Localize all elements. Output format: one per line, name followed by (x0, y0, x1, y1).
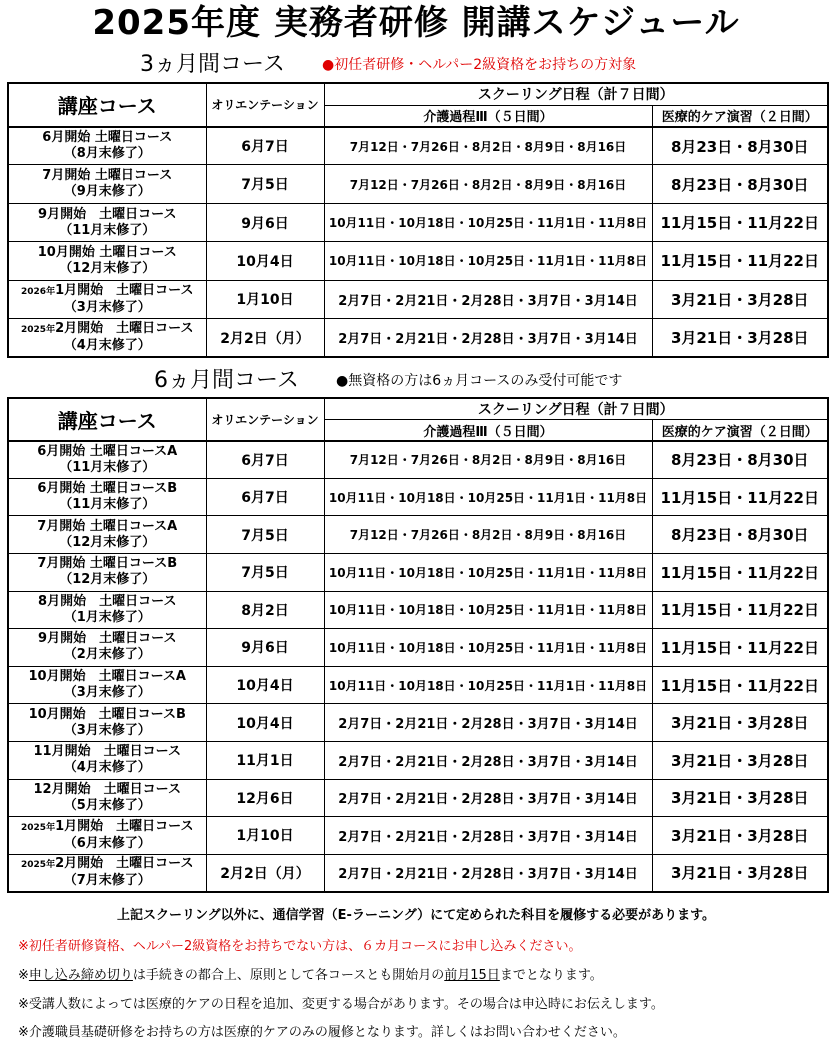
orientation-date: 9月6日 (206, 203, 324, 241)
course-end: （1月末修了） (63, 609, 151, 625)
footer-note-2-end: までとなります。 (499, 968, 603, 983)
iryo-dates: 3月21日・3月28日 (652, 741, 828, 779)
course-end: （11月末修了） (59, 459, 156, 475)
schedule-table-3month (7, 82, 829, 358)
course-name-cell (8, 704, 206, 742)
orientation-date: 6月7日 (206, 127, 324, 165)
course-name-cell (8, 280, 206, 318)
kaigo-dates: 7月12日・7月26日・8月2日・8月9日・8月16日 (324, 441, 652, 479)
course-name (9, 207, 206, 223)
iryo-dates: 3月21日・3月28日 (652, 280, 828, 318)
footer-note-4: ※介護職員基礎研修をお持ちの方は医療的ケアのみの履修となります。詳しくはお問い合わせください。 (18, 1025, 626, 1040)
course-year-prefix: 2025年 (21, 325, 56, 336)
course-name-cell (8, 242, 206, 280)
course-row (8, 704, 828, 742)
course-name-text: 6月開始 土曜日コースA (37, 443, 178, 459)
course-row (8, 779, 828, 817)
footer-note-2-deadline: 申し込み締め切り (28, 968, 133, 983)
course-name-text: 12月開始 土曜日コース (33, 781, 181, 797)
iryo-dates: 11月15日・11月22日 (652, 203, 828, 241)
course-row (8, 817, 828, 855)
header-course: 講座コース (8, 398, 206, 441)
course-end: （2月末修了） (63, 647, 151, 663)
course-end: （12月末修了） (59, 534, 156, 550)
header-orientation: オリエンテーション (206, 398, 324, 441)
kaigo-dates: 2月7日・2月21日・2月28日・3月7日・3月14日 (324, 817, 652, 855)
kaigo-dates: 7月12日・7月26日・8月2日・8月9日・8月16日 (324, 516, 652, 554)
course-end: （5月末修了） (63, 797, 151, 813)
course-name-cell (8, 591, 206, 629)
kaigo-dates: 10月11日・10月18日・10月25日・11月1日・11月8日 (324, 591, 652, 629)
kaigo-dates: 10月11日・10月18日・10月25日・11月1日・11月8日 (324, 242, 652, 280)
course-name-text: 8月開始 土曜日コース (38, 593, 177, 609)
iryo-dates: 11月15日・11月22日 (652, 478, 828, 516)
course-end: （3月末修了） (63, 722, 151, 738)
course-end: （4月末修了） (63, 338, 151, 354)
iryo-dates: 3月21日・3月28日 (652, 817, 828, 855)
iryo-dates: 11月15日・11月22日 (652, 629, 828, 667)
page-title: 2025年度 実務者研修 開講スケジュール (92, 3, 740, 43)
iryo-dates: 3月21日・3月28日 (652, 319, 828, 357)
course-name (9, 744, 206, 760)
course-row (8, 127, 828, 165)
course-year-prefix: 2026年 (21, 286, 56, 297)
orientation-date: 2月2日（月） (206, 319, 324, 357)
course-year-prefix: 2025年 (21, 822, 56, 833)
orientation-date: 10月4日 (206, 242, 324, 280)
course-row (8, 280, 828, 318)
course-name-cell (8, 629, 206, 667)
footer-note-2 (18, 964, 603, 983)
course-name (9, 669, 206, 685)
course-name (9, 856, 206, 873)
course-name-cell (8, 319, 206, 357)
course-year-prefix: 2025年 (21, 860, 56, 871)
section-6month-header (0, 367, 832, 395)
course-row (8, 629, 828, 667)
course-end: （11月末修了） (59, 497, 156, 513)
orientation-date: 11月1日 (206, 741, 324, 779)
course-name-text: 2月開始 土曜日コース (55, 321, 194, 337)
course-name-cell (8, 478, 206, 516)
course-end: （4月末修了） (63, 760, 151, 776)
kaigo-dates: 2月7日・2月21日・2月28日・3月7日・3月14日 (324, 319, 652, 357)
course-name-text: 7月開始 土曜日コース (42, 168, 173, 184)
course-name (9, 631, 206, 647)
orientation-date: 7月5日 (206, 165, 324, 203)
kaigo-dates: 10月11日・10月18日・10月25日・11月1日・11月8日 (324, 629, 652, 667)
course-name-text: 7月開始 土曜日コースB (37, 556, 178, 572)
header-iryo: 医療的ケア演習（２日間） (652, 105, 828, 126)
course-name-text: 1月開始 土曜日コース (55, 282, 194, 298)
course-name-cell (8, 203, 206, 241)
section-6month-title: 6ヵ月間コース (154, 368, 299, 393)
course-name (9, 444, 206, 460)
kaigo-dates: 10月11日・10月18日・10月25日・11月1日・11月8日 (324, 666, 652, 704)
course-name (9, 519, 206, 535)
kaigo-dates: 2月7日・2月21日・2月28日・3月7日・3月14日 (324, 704, 652, 742)
course-name-cell (8, 165, 206, 203)
orientation-date: 12月6日 (206, 779, 324, 817)
kaigo-dates: 7月12日・7月26日・8月2日・8月9日・8月16日 (324, 165, 652, 203)
orientation-date: 6月7日 (206, 441, 324, 479)
orientation-date: 6月7日 (206, 478, 324, 516)
kaigo-dates: 7月12日・7月26日・8月2日・8月9日・8月16日 (324, 127, 652, 165)
course-row (8, 854, 828, 892)
orientation-date: 1月10日 (206, 817, 324, 855)
header-kaigo: 介護過程Ⅲ（５日間） (324, 105, 652, 126)
course-name (9, 321, 206, 338)
section-3month-title: 3ヵ月間コース (140, 52, 285, 77)
kaigo-dates: 2月7日・2月21日・2月28日・3月7日・3月14日 (324, 280, 652, 318)
course-name-cell (8, 666, 206, 704)
header-schooling: スクーリング日程（計７日間） (324, 83, 828, 105)
schedule-table-6month (7, 397, 829, 893)
orientation-date: 9月6日 (206, 629, 324, 667)
kaigo-dates: 10月11日・10月18日・10月25日・11月1日・11月8日 (324, 203, 652, 241)
course-name (9, 594, 206, 610)
course-end: （11月末修了） (59, 222, 156, 238)
course-row (8, 165, 828, 203)
course-name-text: 1月開始 土曜日コース (55, 818, 194, 834)
course-name-cell (8, 516, 206, 554)
course-row (8, 441, 828, 479)
course-name (9, 130, 206, 146)
course-name-text: 6月開始 土曜日コース (42, 130, 173, 146)
course-end: （3月末修了） (63, 685, 151, 701)
footer-note-2-date: 前月15日 (444, 968, 500, 983)
iryo-dates: 3月21日・3月28日 (652, 704, 828, 742)
orientation-date: 10月4日 (206, 666, 324, 704)
orientation-date: 2月2日（月） (206, 854, 324, 892)
course-name (9, 556, 206, 572)
iryo-dates: 11月15日・11月22日 (652, 242, 828, 280)
footer-note-1: ※初任者研修資格、ヘルパー2級資格をお持ちでない方は、６カ月コースにお申し込みください。 (18, 939, 582, 954)
kaigo-dates: 10月11日・10月18日・10月25日・11月1日・11月8日 (324, 553, 652, 591)
course-name (9, 819, 206, 836)
orientation-date: 7月5日 (206, 553, 324, 591)
kaigo-dates: 2月7日・2月21日・2月28日・3月7日・3月14日 (324, 741, 652, 779)
course-end: （7月末修了） (63, 873, 151, 889)
iryo-dates: 11月15日・11月22日 (652, 553, 828, 591)
course-name-cell (8, 741, 206, 779)
footer-note-2-mark: ※ (18, 968, 29, 983)
iryo-dates: 3月21日・3月28日 (652, 779, 828, 817)
course-name (9, 782, 206, 798)
footer-main-note: 上記スクーリング以外に、通信学習（E-ラーニング）にて定められた科目を履修する必要があります。 (116, 908, 716, 923)
course-name (9, 245, 206, 261)
course-end: （9月末修了） (63, 184, 151, 200)
course-name-text: 2月開始 土曜日コース (55, 856, 194, 872)
course-name (9, 481, 206, 497)
section-6month-note: ●無資格の方は6ヵ月コースのみ受付可能です (336, 373, 623, 389)
course-name-text: 7月開始 土曜日コースA (37, 518, 178, 534)
course-end: （12月末修了） (59, 260, 156, 276)
course-name-cell (8, 127, 206, 165)
orientation-date: 8月2日 (206, 591, 324, 629)
course-name-cell (8, 854, 206, 892)
course-end: （12月末修了） (59, 572, 156, 588)
course-row (8, 203, 828, 241)
course-name (9, 168, 206, 184)
course-name-text: 11月開始 土曜日コース (33, 744, 181, 760)
orientation-date: 10月4日 (206, 704, 324, 742)
iryo-dates: 8月23日・8月30日 (652, 441, 828, 479)
course-row (8, 591, 828, 629)
course-name-text: 9月開始 土曜日コース (38, 631, 177, 647)
header-kaigo: 介護過程Ⅲ（５日間） (324, 420, 652, 441)
course-name (9, 707, 206, 723)
course-row (8, 741, 828, 779)
kaigo-dates: 10月11日・10月18日・10月25日・11月1日・11月8日 (324, 478, 652, 516)
course-end: （6月末修了） (63, 835, 151, 851)
course-name-text: 10月開始 土曜日コース (37, 244, 177, 260)
iryo-dates: 8月23日・8月30日 (652, 165, 828, 203)
section-3month-header (0, 51, 832, 79)
iryo-dates: 11月15日・11月22日 (652, 591, 828, 629)
header-course: 講座コース (8, 83, 206, 127)
iryo-dates: 11月15日・11月22日 (652, 666, 828, 704)
iryo-dates: 8月23日・8月30日 (652, 516, 828, 554)
orientation-date: 7月5日 (206, 516, 324, 554)
course-row (8, 319, 828, 357)
footer-note-2-text: は手続きの都合上、原則として各コースとも開始月の (132, 968, 445, 983)
course-row (8, 516, 828, 554)
course-end: （3月末修了） (63, 299, 151, 315)
course-end: （8月末修了） (63, 146, 151, 162)
course-name-text: 10月開始 土曜日コースB (28, 706, 186, 722)
course-name-cell (8, 441, 206, 479)
header-iryo: 医療的ケア演習（２日間） (652, 420, 828, 441)
kaigo-dates: 2月7日・2月21日・2月28日・3月7日・3月14日 (324, 779, 652, 817)
course-name-cell (8, 779, 206, 817)
section-3month-note: ●初任者研修・ヘルパー2級資格をお持ちの方対象 (322, 57, 637, 73)
course-name (9, 283, 206, 300)
course-name-cell (8, 817, 206, 855)
course-name-cell (8, 553, 206, 591)
course-row (8, 553, 828, 591)
course-name-text: 6月開始 土曜日コースB (37, 481, 178, 497)
iryo-dates: 8月23日・8月30日 (652, 127, 828, 165)
course-row (8, 478, 828, 516)
orientation-date: 1月10日 (206, 280, 324, 318)
course-name-text: 9月開始 土曜日コース (38, 206, 177, 222)
footer-note-3: ※受講人数によっては医療的ケアの日程を追加、変更する場合があります。その場合は申込時にお伝えします。 (18, 997, 664, 1012)
header-orientation: オリエンテーション (206, 83, 324, 127)
course-row (8, 242, 828, 280)
kaigo-dates: 2月7日・2月21日・2月28日・3月7日・3月14日 (324, 854, 652, 892)
header-schooling: スクーリング日程（計７日間） (324, 398, 828, 420)
course-name-text: 10月開始 土曜日コースA (28, 669, 186, 685)
course-row (8, 666, 828, 704)
iryo-dates: 3月21日・3月28日 (652, 854, 828, 892)
